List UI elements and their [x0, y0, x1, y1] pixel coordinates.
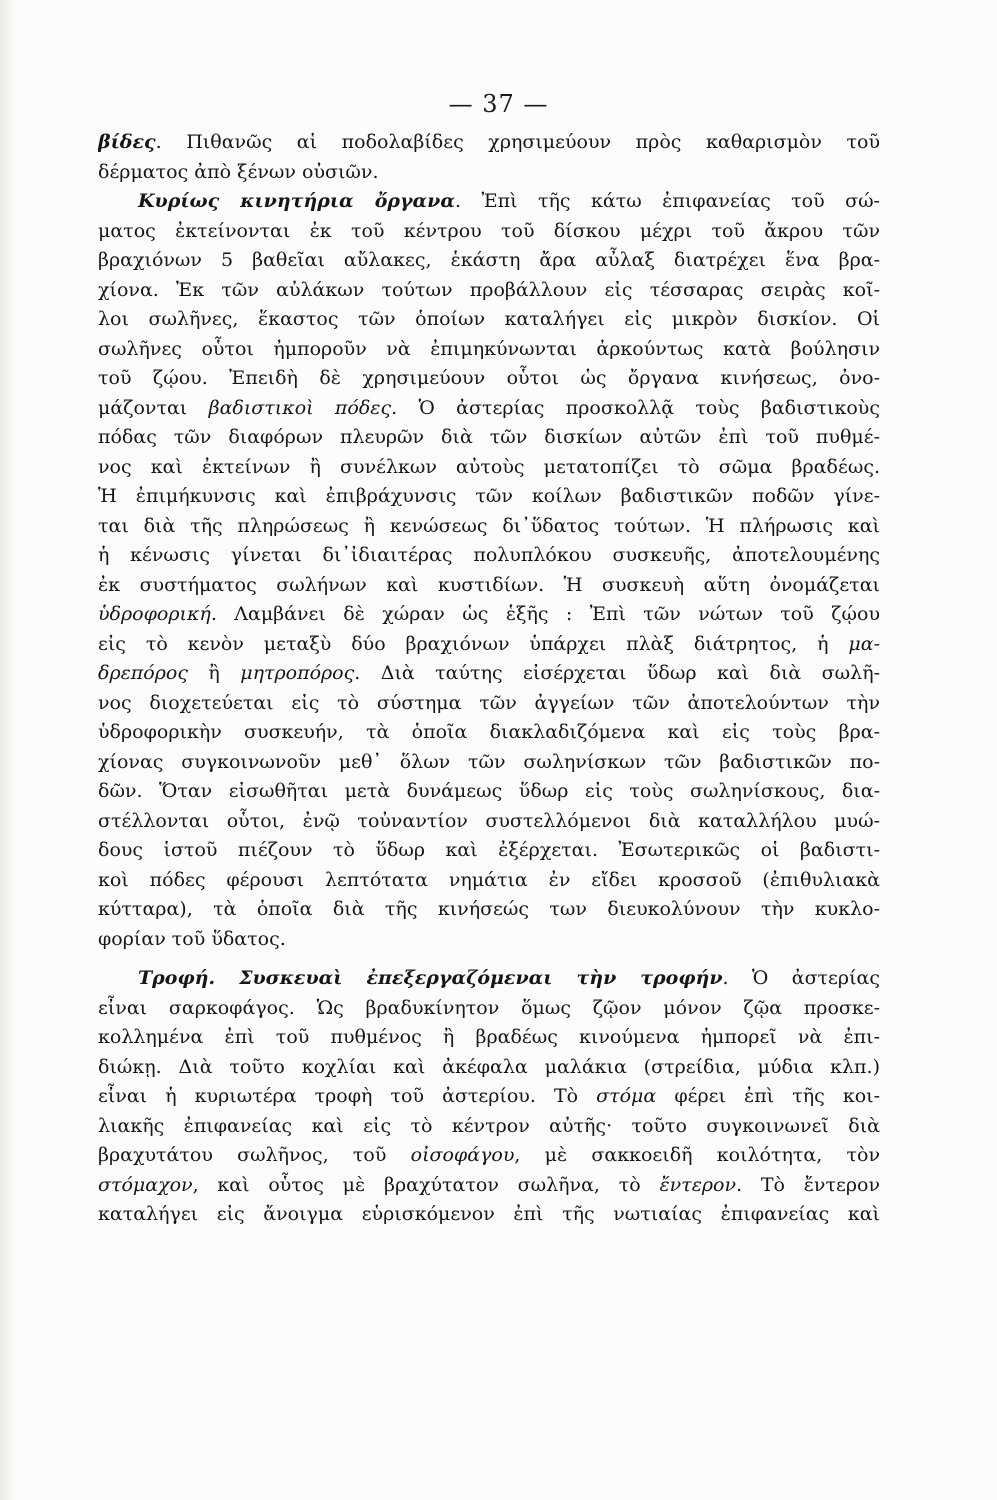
- text-line: [98, 217, 880, 247]
- text-run: . Διὰ ταύτης εἰσέρχεται ὕδωρ καὶ διὰ σωλῆ-: [354, 662, 880, 684]
- text-line: [98, 600, 880, 630]
- text-run: , μὲ σακκοειδῆ κοιλότητα, τὸν: [514, 1144, 880, 1166]
- text-run: πόδας τῶν διαφόρων πλευρῶν διὰ τῶν δισκίων αὐτῶν ἐπὶ τοῦ πυθμέ-: [98, 426, 880, 448]
- text-run: βραχιόνων 5 βαθεῖαι αὔλακες, ἑκάστη ἄρα αὖλαξ διατρέχει ἕνα βρα-: [98, 249, 880, 271]
- page-edge-shadow: [0, 0, 14, 1500]
- text-line: [98, 482, 880, 512]
- text-line: [98, 453, 880, 483]
- text-line: [98, 895, 880, 925]
- text-run: εἶναι ἡ κυριωτέρα τροφὴ τοῦ ἀστερίου. Τὸ: [98, 1085, 597, 1107]
- text-line: [98, 305, 880, 335]
- text-line: [98, 925, 880, 955]
- text-run: χίονας συγκοινωνοῦν μεθ᾽ ὅλων τῶν σωληνίσκων τῶν βαδιστικῶν πο-: [98, 750, 880, 773]
- text-run: ὑδροφορικὴν συσκευήν, τὰ ὁποῖα διακλαδιζόμενα καὶ εἰς τοὺς βρα-: [98, 721, 880, 743]
- text-line: [98, 836, 880, 866]
- text-run: ἐκ συστήματος σωλήνων καὶ κυστιδίων. Ἡ συσκευὴ αὕτη ὀνομάζεται: [98, 573, 880, 596]
- text-run: καταλήγει εἰς ἄνοιγμα εὑρισκόμενον ἐπὶ τῆς νωτιαίας ἐπιφανείας καὶ: [98, 1203, 880, 1225]
- text-line: [98, 541, 880, 571]
- heading-run: Κυρίως κινητήρια ὄργανα: [138, 190, 455, 212]
- text-run: ἢ: [187, 662, 241, 684]
- text-line: [98, 571, 880, 601]
- text-line: [98, 394, 880, 424]
- text-line: [98, 994, 880, 1024]
- text-run: σωλῆνες οὗτοι ἠμποροῦν νὰ ἐπιμηκύνωνται ἀρκούντως κατὰ βούλησιν: [98, 337, 880, 360]
- text-line: [98, 866, 880, 896]
- text-line: [98, 964, 880, 994]
- heading-run: Τροφή. Συσκευαὶ ἐπεξεργαζόμεναι τὴν τροφήν: [138, 967, 723, 989]
- text-line: [98, 659, 880, 689]
- text-run: κολλημένα ἐπὶ τοῦ πυθμένος ἢ βραδέως κινούμενα ἠμπορεῖ νὰ ἐπι-: [98, 1026, 880, 1048]
- text-run: εἰς τὸ κενὸν μεταξὺ δύο βραχιόνων ὑπάρχει πλὰξ διάτρητος, ἡ: [98, 632, 849, 655]
- text-run: . Ἐπὶ τῆς κάτω ἐπιφανείας τοῦ σώ-: [454, 190, 880, 212]
- text-run: φορίαν τοῦ ὕδατος.: [98, 927, 286, 950]
- text-run: νος διοχετεύεται εἰς τὸ σύστημα τῶν ἀγγείων τῶν ἀποτελούντων τὴν: [98, 691, 880, 714]
- italic-term: στόμα: [596, 1085, 657, 1107]
- text-run: . Ὁ ἀστερίας προσκολλᾷ τοὺς βαδιστικοὺς: [391, 396, 880, 419]
- text-run: στέλλονται οὗτοι, ἐνῷ τοὐναντίον συστελλόμενοι διὰ καταλλήλου μυώ-: [98, 809, 880, 832]
- text-line: [98, 335, 880, 365]
- italic-term: μητροπόρος: [240, 662, 355, 684]
- text-line: [98, 158, 880, 188]
- text-line: [98, 187, 880, 217]
- italic-term: ἔντερον: [659, 1173, 737, 1196]
- text-line: [98, 1053, 880, 1083]
- text-run: λοι σωλῆνες, ἕκαστος τῶν ὁποίων καταλήγει εἰς μικρὸν δισκίον. Οἱ: [98, 308, 880, 330]
- italic-term: δρεπόρος: [98, 662, 188, 684]
- text-run: φέρει ἐπὶ τῆς κοι-: [656, 1085, 880, 1107]
- text-line: [98, 246, 880, 276]
- text-run: δῶν. Ὅταν εἰσωθῆται μετὰ δυνάμεως ὕδωρ εἰς τοὺς σωληνίσκους, δια-: [98, 780, 880, 802]
- text-run: κύτταρα), τὰ ὁποῖα διὰ τῆς κινήσεώς των διευκολύνουν τὴν κυκλο-: [98, 898, 880, 920]
- text-line: [98, 128, 880, 158]
- text-line: [98, 630, 880, 660]
- text-run: . Πιθανῶς αἱ ποδολαβίδες χρησιμεύουν πρὸς καθαρισμὸν τοῦ: [155, 131, 880, 153]
- text-line: [98, 1082, 880, 1112]
- text-run: . Τὸ ἔντερον: [736, 1173, 880, 1196]
- text-line: [98, 1200, 880, 1230]
- italic-term: οἰσοφάγου: [410, 1144, 515, 1166]
- text-line: [98, 689, 880, 719]
- text-line: [98, 807, 880, 837]
- text-line: [98, 748, 880, 778]
- text-run: δους ἱστοῦ πιέζουν τὸ ὕδωρ καὶ ἐξέρχεται. Ἐσωτερικῶς οἱ βαδιστι-: [98, 839, 880, 861]
- text-run: χίονα. Ἐκ τῶν αὐλάκων τούτων προβάλλουν εἰς τέσσαρας σειρὰς κοῖ-: [98, 278, 880, 301]
- italic-term: βαδιστικοὶ πόδες: [208, 396, 392, 419]
- text-line: [98, 423, 880, 453]
- body-text: [98, 128, 880, 1230]
- text-run: κοὶ πόδες φέρουσι λεπτότατα νημάτια ἐν εἴδει κροσσοῦ (ἐπιθυλιακὰ: [98, 868, 880, 891]
- text-line: [98, 718, 880, 748]
- text-line: [98, 1023, 880, 1053]
- text-run: Ἡ ἐπιμήκυνσις καὶ ἐπιβράχυνσις τῶν κοίλων βαδιστικῶν ποδῶν γίνε-: [98, 485, 880, 507]
- text-line: [98, 364, 880, 394]
- text-run: βραχυτάτου σωλῆνος, τοῦ: [98, 1144, 411, 1166]
- text-line: [98, 1112, 880, 1142]
- text-run: ματος ἐκτείνονται ἐκ τοῦ κέντρου τοῦ δίσκου μέχρι τοῦ ἄκρου τῶν: [98, 219, 880, 242]
- text-run: λιακῆς ἐπιφανείας καὶ εἰς τὸ κέντρον αὐτῆς· τοῦτο συγκοινωνεῖ διὰ: [98, 1114, 880, 1137]
- heading-run: βίδες: [98, 131, 156, 153]
- text-run: ἡ κένωσις γίνεται δι᾽ἰδιαιτέρας πολυπλόκου συσκευῆς, ἀποτελουμένης: [98, 544, 880, 566]
- text-run: μάζονται: [98, 396, 209, 419]
- text-line: [98, 276, 880, 306]
- italic-term: μα-: [848, 632, 880, 655]
- text-line: [98, 512, 880, 542]
- text-run: δέρματος ἀπὸ ξένων οὐσιῶν.: [98, 160, 379, 183]
- italic-term: ὑδροφορική: [98, 603, 211, 625]
- text-run: . Ὁ ἀστερίας: [722, 967, 880, 989]
- text-line: [98, 1171, 880, 1201]
- text-run: ται διὰ τῆς πληρώσεως ἢ κενώσεως δι᾽ὕδατος τούτων. Ἡ πλήρωσις καὶ: [98, 514, 880, 537]
- text-run: , καὶ οὗτος μὲ βραχύτατον σωλῆνα, τὸ: [192, 1173, 660, 1196]
- text-run: εἶναι σαρκοφάγος. Ὡς βραδυκίνητον ὅμως ζῷον μόνον ζῷα προσκε-: [98, 996, 880, 1019]
- text-run: διώκῃ. Διὰ τοῦτο κοχλίαι καὶ ἀκέφαλα μαλάκια (στρείδια, μύδια κλπ.): [98, 1055, 880, 1078]
- text-run: τοῦ ζῴου. Ἐπειδὴ δὲ χρησιμεύουν οὗτοι ὡς ὄργανα κινήσεως, ὀνο-: [98, 367, 880, 389]
- text-line: [98, 1141, 880, 1171]
- text-run: νος καὶ ἐκτείνων ἢ συνέλκων αὐτοὺς μετατοπίζει τὸ σῶμα βραδέως.: [98, 455, 880, 478]
- italic-term: στόμαχον: [98, 1173, 193, 1196]
- text-run: . Λαμβάνει δὲ χώραν ὡς ἑξῆς : Ἐπὶ τῶν νώτων τοῦ ζῴου: [210, 603, 880, 625]
- text-line: [98, 777, 880, 807]
- page-number: — 37 —: [448, 90, 549, 118]
